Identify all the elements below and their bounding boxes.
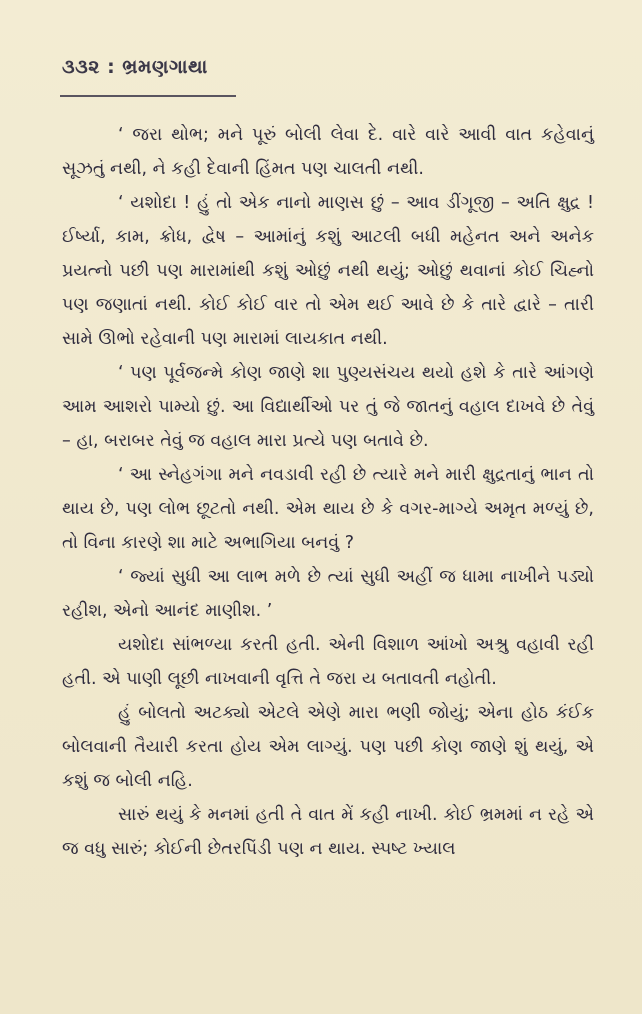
paragraph: ‘ આ સ્નેહગંગા મને નવડાવી રહી છે ત્યારે મને મારી ક્ષુદ્રતાનું ભાન તો થાય છે, પણ લોભ છૂટતો નથી. એમ થાય છે કે વગર-માગ્યે અમૃત મળ્યું છે, તો વિના કારણે શા માટે અભાગિયા બનવું ? [62,465,594,553]
paragraph: ‘ જરા થોભ; મને પૂરું બોલી લેવા દે. વારે વારે આવી વાત કહેવાનું સૂઝતું નથી, ને કહી દેવાની હિંમત પણ ચાલતી નથી. [62,125,594,179]
paragraph: યશોદા સાંભળ્યા કરતી હતી. એની વિશાળ આંખો અશ્રુ વહાવી રહી હતી. એ પાણી લૂછી નાખવાની વૃત્તિ તે જરા ય બતાવતી નહોતી. [62,635,594,689]
paragraph: ‘ યશોદા ! હું તો એક નાનો માણસ છું – આવ ડીંગૂજી – અતિ ક્ષુદ્ર ! ઈર્ષ્યા, કામ, ક્રોધ, દ્વેષ – આમાંનું કશું આટલી બધી મહેનત અને અનેક પ્રયત્નો પછી પણ મારામાંથી કશું ઓછું નથી થયું; ઓછું થવાનાં કોઈ ચિહ્નો પણ જણાતાં નથી. કોઈ કોઈ વાર તો એમ થઈ આવે છે કે તારે દ્વારે – તારી સામે ઊભો રહેવાની પણ મારામાં લાયકાત નથી. [62,193,594,349]
paragraph: હું બોલતો અટક્યો એટલે એણે મારા ભણી જોયું; એના હોઠ કંઈક બોલવાની તૈયારી કરતા હોય એમ લાગ્યું. પણ પછી કોણ જાણે શું થયું, એ કશું જ બોલી નહિ. [62,703,594,791]
page-header: ૩૩૨ : ભ્રમણગાથા [62,56,208,78]
paragraph: સારું થયું કે મનમાં હતી તે વાત મેં કહી નાખી. કોઈ ભ્રમમાં ન રહે એ જ વધુ સારું; કોઈની છેતરપિંડી પણ ન થાય. સ્પષ્ટ ખ્યાલ [62,805,594,859]
body-text [62,118,594,866]
paragraph: ‘ પણ પૂર્વજન્મે કોણ જાણે શા પુણ્યસંચય થયો હશે કે તારે આંગણે આમ આશરો પામ્યો છું. આ વિદ્યાર્થીઓ પર તું જે જાતનું વહાલ દાખવે છે તેવું – હા, બરાબર તેવું જ વહાલ મારા પ્રત્યે પણ બતાવે છે. [62,363,594,451]
header-underline [60,95,236,97]
paragraph: ‘ જ્યાં સુધી આ લાભ મળે છે ત્યાં સુધી અહીં જ ધામા નાખીને પડ્યો રહીશ, એનો આનંદ માણીશ. ’ [62,567,594,621]
